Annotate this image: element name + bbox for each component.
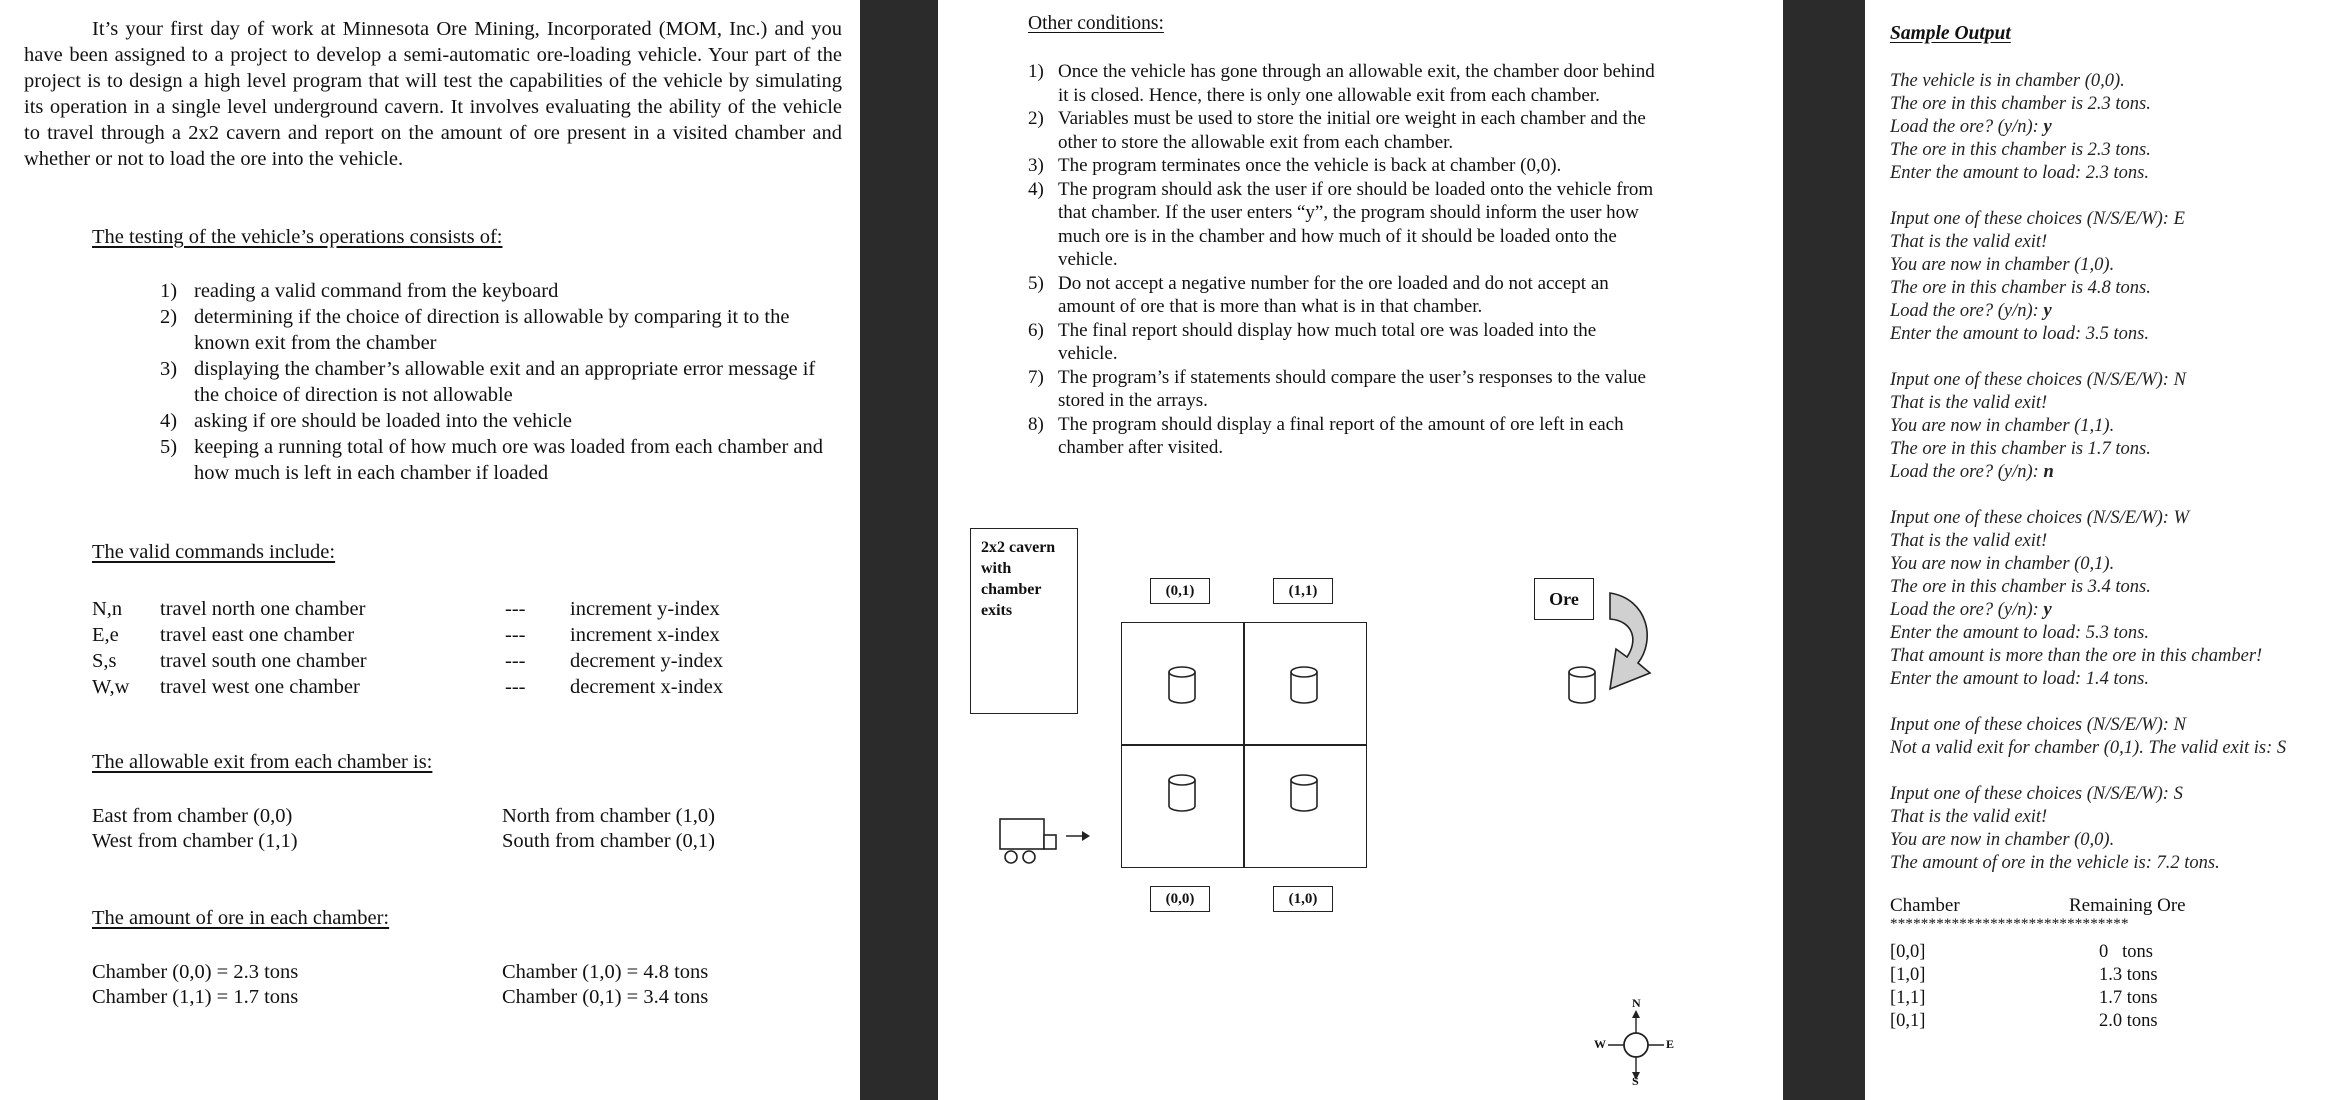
ore-barrel-icon <box>1288 773 1320 813</box>
output-text: Enter the amount to load: 3.5 tons. <box>1890 324 2149 344</box>
condition-number: 3) <box>1028 155 1044 176</box>
chamber-label-1-0: (1,0) <box>1273 886 1333 912</box>
output-line <box>1890 691 2286 714</box>
output-line <box>1890 553 2286 576</box>
output-line <box>1890 231 2286 254</box>
ore-barrel-icon <box>1566 665 1598 705</box>
output-text: Input one of these choices (N/S/E/W): S <box>1890 784 2183 804</box>
output-line <box>1890 576 2286 599</box>
testing-item <box>160 356 840 408</box>
output-text: You are now in chamber (0,1). <box>1890 554 2115 574</box>
row-chamber: [0,1] <box>1890 1011 1926 1031</box>
output-text: Load the ore? (y/n): <box>1890 117 2044 137</box>
output-text: Enter the amount to load: 1.4 tons. <box>1890 669 2149 689</box>
exit-item: West from chamber (1,1) <box>92 830 298 852</box>
condition-text: Variables must be used to store the initial ore weight in each chamber and the other to store the allowable exit from each chamber. <box>1058 108 1646 153</box>
row-remaining-ore: 2.0 tons <box>2099 1011 2158 1031</box>
row-chamber: [0,0] <box>1890 942 1926 962</box>
compass-w: W <box>1594 1037 1606 1051</box>
compass-e: E <box>1666 1037 1675 1051</box>
condition-item <box>1028 60 1660 107</box>
condition-item <box>1028 413 1660 460</box>
output-user-input: y <box>2043 117 2052 137</box>
ore-item: Chamber (0,1) = 3.4 tons <box>502 986 709 1008</box>
condition-item <box>1028 107 1660 154</box>
output-text: You are now in chamber (1,1). <box>1890 416 2115 436</box>
output-line <box>1890 852 2286 875</box>
condition-item <box>1028 319 1660 366</box>
output-text: The vehicle is in chamber (0,0). <box>1890 71 2125 91</box>
command-desc: travel east one chamber <box>160 624 355 646</box>
output-line <box>1890 116 2286 139</box>
sample-output-lines <box>1890 70 2286 875</box>
commands-heading: The valid commands include: <box>92 541 336 563</box>
output-text: The ore in this chamber is 2.3 tons. <box>1890 94 2151 114</box>
output-text: The ore in this chamber is 1.7 tons. <box>1890 439 2151 459</box>
testing-item <box>160 434 840 486</box>
output-text: Load the ore? (y/n): <box>1890 600 2044 620</box>
testing-item <box>160 408 840 434</box>
testing-number: 1) <box>160 280 178 302</box>
testing-item <box>160 304 840 356</box>
command-dash: --- <box>505 598 526 620</box>
output-text: Enter the amount to load: 5.3 tons. <box>1890 623 2149 643</box>
compass-s: S <box>1632 1074 1639 1088</box>
output-line <box>1890 714 2286 737</box>
output-line <box>1890 208 2286 231</box>
row-remaining-ore: 1.3 tons <box>2099 965 2158 985</box>
output-text: The ore in this chamber is 4.8 tons. <box>1890 278 2151 298</box>
output-line <box>1890 645 2286 668</box>
ore-barrel-icon <box>1166 665 1198 705</box>
command-dash: --- <box>505 676 526 698</box>
chamber-label-1-1: (1,1) <box>1273 578 1333 604</box>
output-line <box>1890 737 2286 760</box>
output-text: That is the valid exit! <box>1890 232 2048 252</box>
output-text: That is the valid exit! <box>1890 393 2048 413</box>
command-desc: travel west one chamber <box>160 676 360 698</box>
command-dash: --- <box>505 650 526 672</box>
output-line <box>1890 369 2286 392</box>
command-dash: --- <box>505 624 526 646</box>
output-line <box>1890 346 2286 369</box>
output-line <box>1890 438 2286 461</box>
output-user-input: y <box>2043 600 2052 620</box>
command-key: E,e <box>92 624 119 646</box>
condition-text: Once the vehicle has gone through an allowable exit, the chamber door behind it is closed. Hence, there is only one allowable exit from each chamber. <box>1058 61 1655 106</box>
testing-number: 2) <box>160 306 178 328</box>
output-text: You are now in chamber (0,0). <box>1890 830 2115 850</box>
output-line <box>1890 392 2286 415</box>
output-user-input: y <box>2043 301 2052 321</box>
conditions-heading: Other conditions: <box>1028 13 1164 34</box>
output-line <box>1890 507 2286 530</box>
row-chamber: [1,1] <box>1890 988 1926 1008</box>
output-text: Input one of these choices (N/S/E/W): E <box>1890 209 2185 229</box>
command-effect: decrement x-index <box>570 676 724 698</box>
testing-heading: The testing of the vehicle’s operations consists of: <box>92 226 503 248</box>
output-text: Enter the amount to load: 2.3 tons. <box>1890 163 2149 183</box>
testing-number: 3) <box>160 358 178 380</box>
output-line <box>1890 829 2286 852</box>
output-line <box>1890 530 2286 553</box>
row-remaining-ore: 1.7 tons <box>2099 988 2158 1008</box>
output-line <box>1890 484 2286 507</box>
output-text: The ore in this chamber is 3.4 tons. <box>1890 577 2151 597</box>
testing-number: 5) <box>160 436 178 458</box>
condition-number: 1) <box>1028 61 1044 82</box>
ore-legend-label: Ore <box>1534 578 1594 620</box>
compass-n: N <box>1632 996 1641 1010</box>
ore-barrel-icon <box>1166 773 1198 813</box>
chamber-label-0-1: (0,1) <box>1150 578 1210 604</box>
command-key: W,w <box>92 676 130 698</box>
exit-item: East from chamber (0,0) <box>92 805 293 827</box>
output-user-input: n <box>2043 462 2054 482</box>
testing-text: determining if the choice of direction is allowable by comparing it to the known exit from the chamber <box>194 306 790 354</box>
diagram-legend-box <box>970 528 1078 714</box>
table-header-chamber: Chamber <box>1890 895 1960 916</box>
testing-item <box>160 278 840 304</box>
command-effect: decrement y-index <box>570 650 724 672</box>
vehicle-icon <box>998 815 1098 867</box>
condition-number: 6) <box>1028 319 1044 341</box>
ore-item: Chamber (0,0) = 2.3 tons <box>92 961 299 983</box>
condition-text: The program should display a final report of the amount of ore left in each chamber after visited. <box>1058 413 1624 458</box>
condition-number: 7) <box>1028 366 1044 388</box>
output-line <box>1890 300 2286 323</box>
ore-barrel-icon <box>1288 665 1320 705</box>
ore-item: Chamber (1,1) = 1.7 tons <box>92 986 299 1008</box>
condition-text: The final report should display how much total ore was loaded into the vehicle. <box>1058 319 1597 364</box>
testing-text: displaying the chamber’s allowable exit and an appropriate error message if the choice of direction is not allowable <box>194 358 816 406</box>
table-divider: ******************************* <box>1890 916 2129 932</box>
ore-item: Chamber (1,0) = 4.8 tons <box>502 961 709 983</box>
diagram-legend-text: 2x2 cavern with chamber exits <box>981 539 1056 619</box>
condition-number: 4) <box>1028 178 1044 200</box>
sample-output-title: Sample Output <box>1890 23 2011 44</box>
exits-heading: The allowable exit from each chamber is: <box>92 751 433 773</box>
output-text: That is the valid exit! <box>1890 807 2048 827</box>
condition-item <box>1028 154 1660 178</box>
output-text: Input one of these choices (N/S/E/W): W <box>1890 508 2189 528</box>
output-line <box>1890 783 2286 806</box>
testing-text: reading a valid command from the keyboard <box>194 280 559 302</box>
exit-item: North from chamber (1,0) <box>502 805 715 827</box>
testing-list <box>160 278 840 486</box>
output-line <box>1890 760 2286 783</box>
output-text: Input one of these choices (N/S/E/W): N <box>1890 715 2186 735</box>
output-line <box>1890 93 2286 116</box>
condition-number: 5) <box>1028 272 1044 294</box>
chamber-label-0-0: (0,0) <box>1150 886 1210 912</box>
condition-text: The program terminates once the vehicle is back at chamber (0,0). <box>1058 155 1562 176</box>
testing-text: keeping a running total of how much ore was loaded from each chamber and how much is left in each chamber if loaded <box>194 436 824 484</box>
output-line <box>1890 185 2286 208</box>
intro-paragraph: It’s your first day of work at Minnesota Ore Mining, Incorporated (MOM, Inc.) and you have been assigned to a project to develop a semi-automatic ore-loading vehicle. Your part of the project is to design a high level program that will test the capabilities of the vehicle by simulating its operation in a single level underground cavern. It involves evaluating the ability of the vehicle to travel through a 2x2 cavern and report on the amount of ore present in a visited chamber and whether or not to load the ore into the vehicle. <box>24 18 842 170</box>
curved-arrow-icon <box>1538 585 1663 715</box>
testing-number: 4) <box>160 410 178 432</box>
output-text: The amount of ore in the vehicle is: 7.2 tons. <box>1890 853 2220 873</box>
ore-heading: The amount of ore in each chamber: <box>92 907 390 929</box>
output-text: That amount is more than the ore in this chamber! <box>1890 646 2263 666</box>
output-line <box>1890 622 2286 645</box>
output-text: Input one of these choices (N/S/E/W): N <box>1890 370 2186 390</box>
condition-item <box>1028 178 1660 272</box>
condition-text: The program’s if statements should compare the user’s responses to the value stored in the arrays. <box>1058 366 1646 411</box>
condition-text: Do not accept a negative number for the ore loaded and do not accept an amount of ore that is more than what is in that chamber. <box>1058 272 1609 317</box>
output-text: The ore in this chamber is 2.3 tons. <box>1890 140 2151 160</box>
output-line <box>1890 415 2286 438</box>
output-text: You are now in chamber (1,0). <box>1890 255 2115 275</box>
command-desc: travel south one chamber <box>160 650 367 672</box>
output-line <box>1890 461 2286 484</box>
command-effect: increment x-index <box>570 624 720 646</box>
exit-item: South from chamber (0,1) <box>502 830 715 852</box>
condition-item <box>1028 272 1660 319</box>
command-key: N,n <box>92 598 123 620</box>
output-line <box>1890 70 2286 93</box>
condition-text: The program should ask the user if ore should be loaded onto the vehicle from that chamber. If the user enters “y”, the program should inform the user how much ore is in the chamber and how much of it should be loaded onto the vehicle. <box>1058 178 1654 270</box>
table-header-remaining: Remaining Ore <box>2069 895 2186 916</box>
document-page-1 <box>0 0 860 1100</box>
output-text: Not a valid exit for chamber (0,1). The valid exit is: S <box>1890 738 2287 758</box>
output-text: Load the ore? (y/n): <box>1890 301 2044 321</box>
testing-text: asking if ore should be loaded into the vehicle <box>194 410 573 432</box>
document-page-3 <box>1865 0 2334 1100</box>
command-key: S,s <box>92 650 117 672</box>
output-line <box>1890 162 2286 185</box>
command-desc: travel north one chamber <box>160 598 366 620</box>
conditions-list <box>1028 60 1660 460</box>
document-page-2 <box>938 0 1783 1100</box>
output-line <box>1890 599 2286 622</box>
row-remaining-ore: 0 tons <box>2099 942 2153 962</box>
output-line <box>1890 806 2286 829</box>
output-text: That is the valid exit! <box>1890 531 2048 551</box>
condition-number: 8) <box>1028 413 1044 435</box>
condition-item <box>1028 366 1660 413</box>
output-line <box>1890 323 2286 346</box>
output-text: Load the ore? (y/n): <box>1890 462 2044 482</box>
row-chamber: [1,0] <box>1890 965 1926 985</box>
output-line <box>1890 139 2286 162</box>
command-effect: increment y-index <box>570 598 720 620</box>
condition-number: 2) <box>1028 108 1044 129</box>
output-line <box>1890 668 2286 691</box>
output-line <box>1890 277 2286 300</box>
output-line <box>1890 254 2286 277</box>
